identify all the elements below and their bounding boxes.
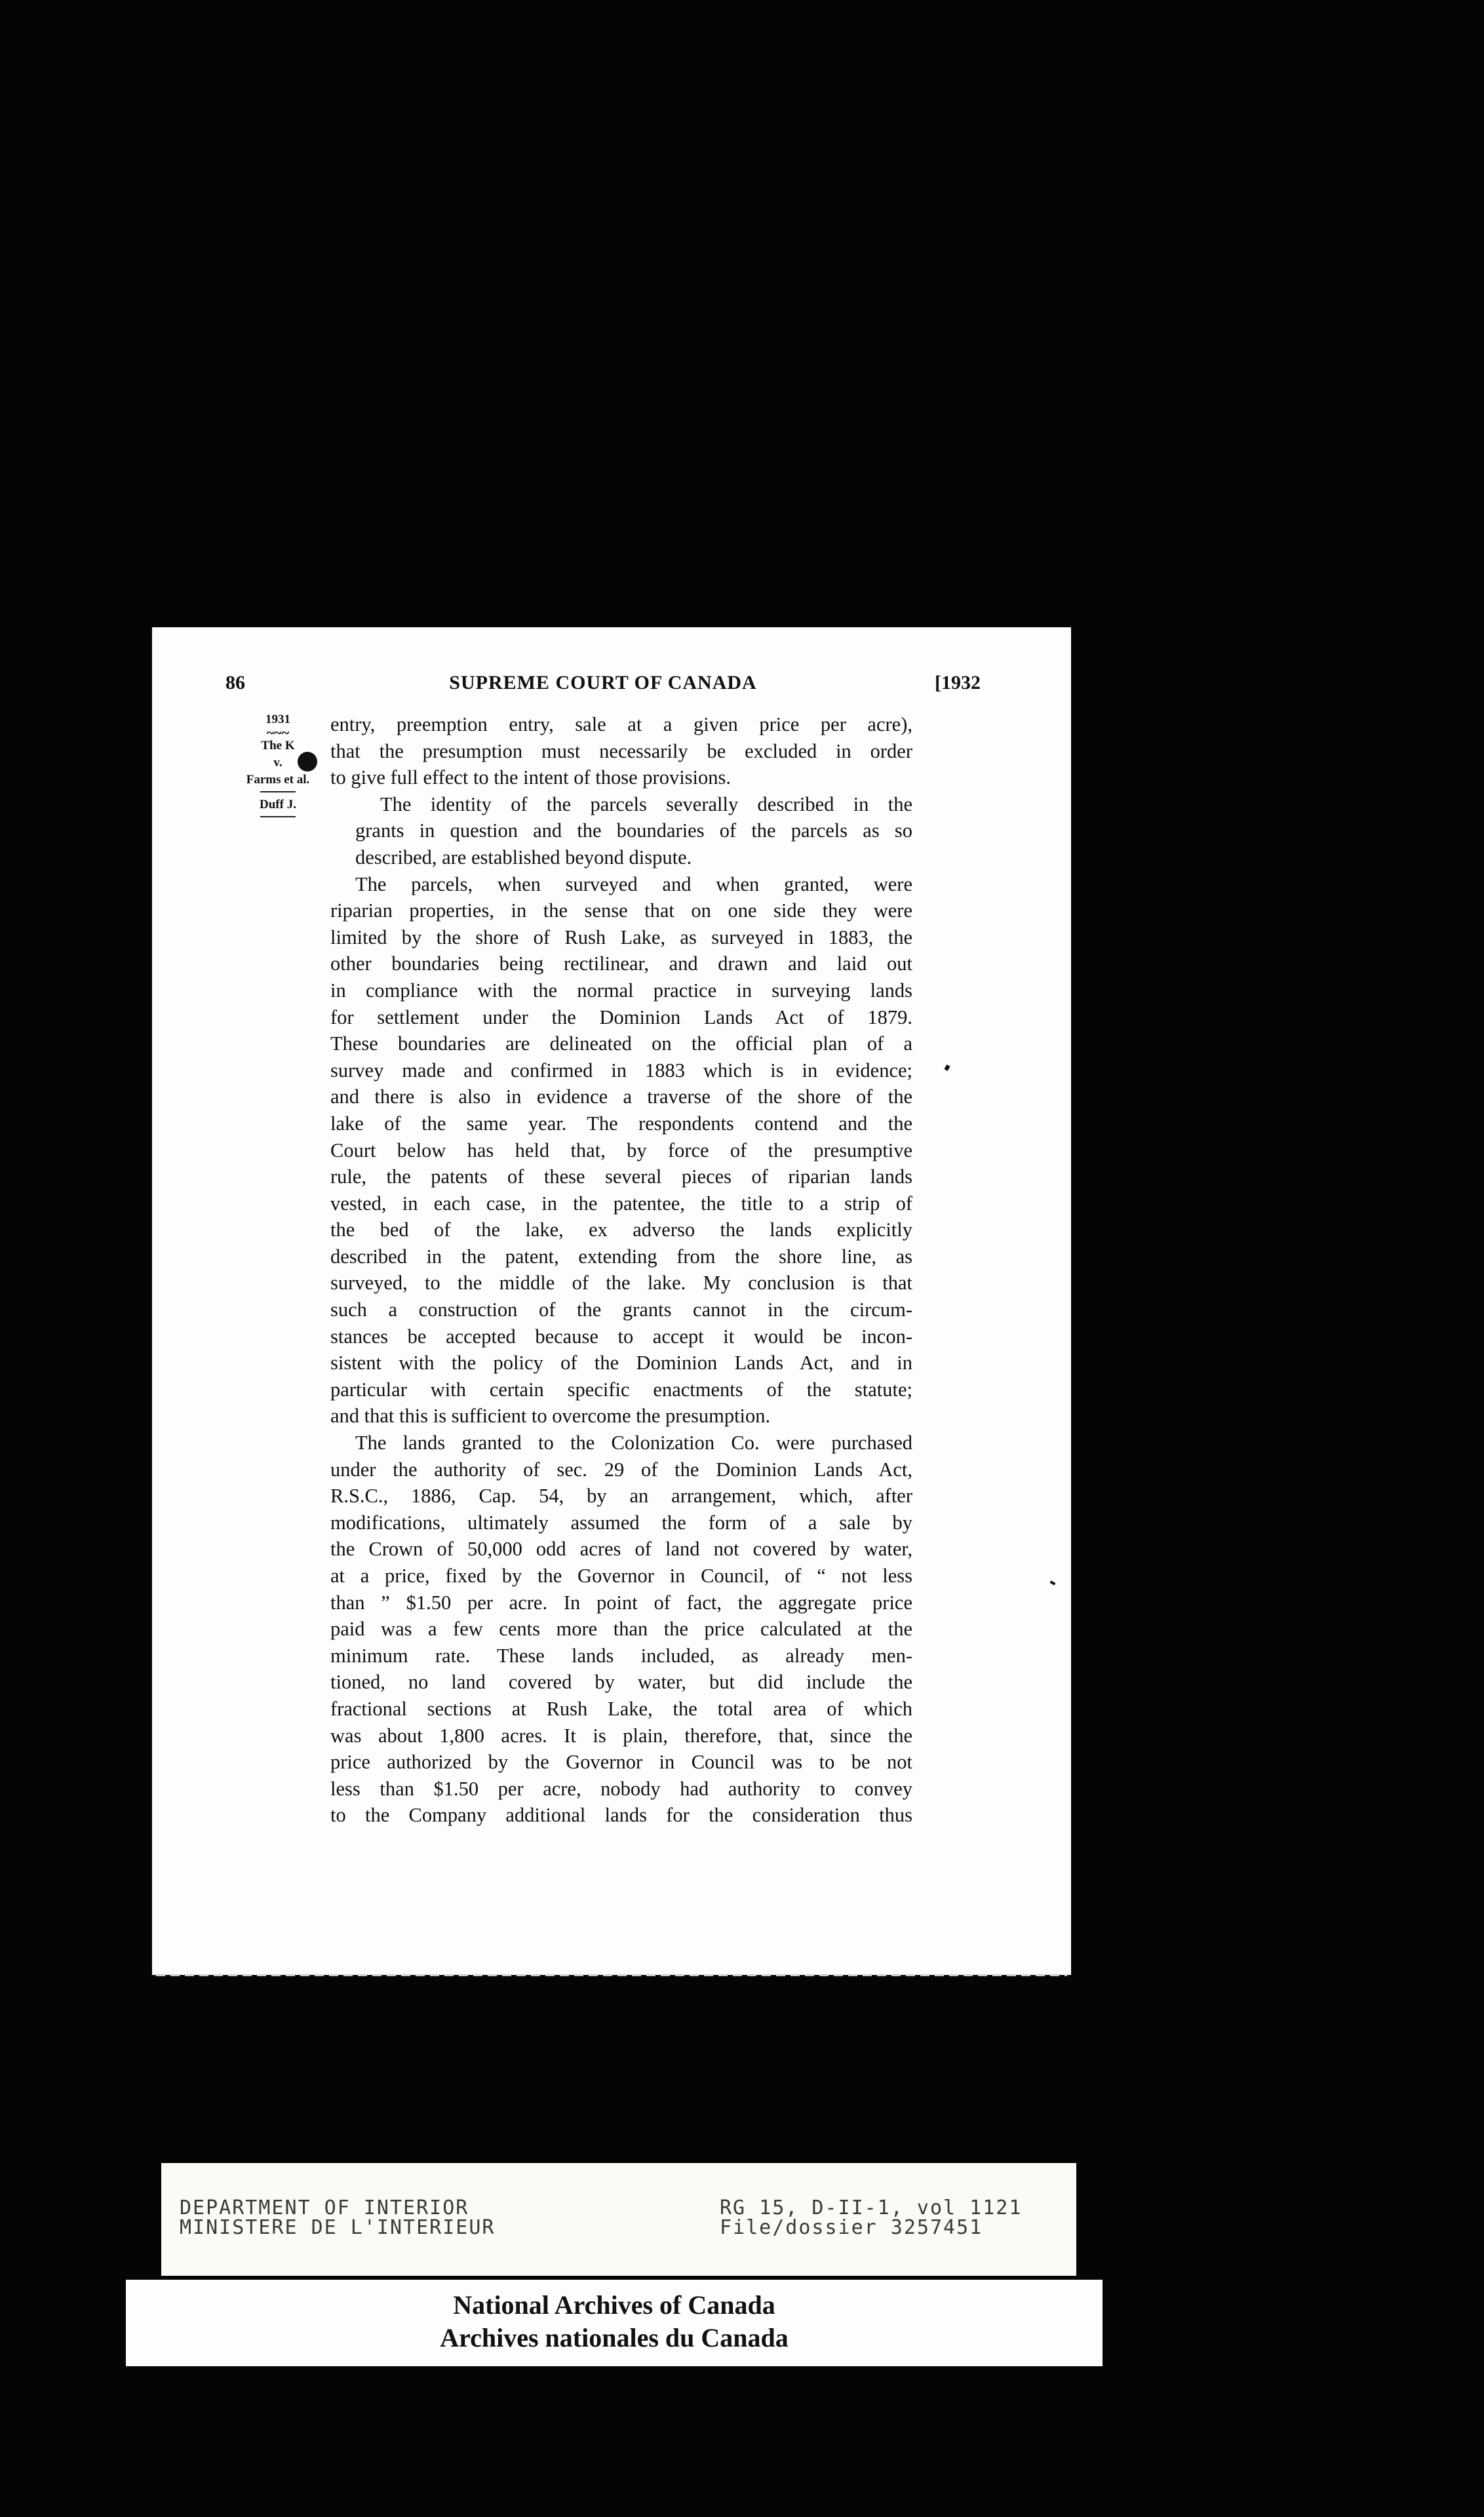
margin-notes [225,711,330,821]
text-line: such a construction of the grants cannot in the circum- [330,1298,912,1321]
text-line: survey made and confirmed in 1883 which is in evidence; [330,1059,912,1082]
paragraph-4 [330,1430,912,1829]
text-line: The parcels, when surveyed and when granted, were [355,872,912,895]
record-group-ref: RG 15, D-II-1, vol 1121 [720,2196,1023,2219]
margin-party1: The K [261,739,295,752]
text-line: than ” $1.50 per acre. In point of fact, the aggregate price [330,1591,912,1614]
margin-rule-2 [260,816,296,817]
text-line: was about 1,800 acres. It is plain, therefore, that, since the [330,1724,912,1747]
margin-party2: Farms et al. [246,773,310,787]
text-line: the Crown of 50,000 odd acres of land not covered by water, [330,1538,912,1561]
margin-judge: Duff J. [260,798,296,811]
text-line: fractional sections at Rush Lake, the total area of which [330,1697,912,1720]
text-line: that the presumption must necessarily be excluded in order [330,739,912,762]
text-line: limited by the shore of Rush Lake, as surveyed in 1883, the [330,926,912,948]
text-line: modifications, ultimately assumed the form of a sale by [330,1511,912,1534]
text-line: and there is also in evidence a traverse of the shore of the [330,1085,912,1108]
page-number: 86 [225,672,245,693]
archive-reference-label [161,2163,1076,2276]
paragraph-3 [330,871,912,1430]
text-line: The lands granted to the Colonization Co. were purchased [355,1432,912,1454]
scan-speck [1050,1580,1056,1585]
text-line: tioned, no land covered by water, but did include the [330,1671,912,1694]
paragraph-2 [330,791,912,871]
text-line: The identity of the parcels severally described in the [380,792,912,815]
scan-edge-line [156,1974,1067,1976]
text-line: to the Company additional lands for the consideration thus [330,1804,912,1827]
year-bracket: [1932 [935,672,981,693]
margin-year: 1931 [265,712,290,726]
ink-blot [298,752,317,771]
file-dossier-ref: File/dossier 3257451 [720,2216,983,2239]
text-line: These boundaries are delineated on the official plan of a [330,1032,912,1055]
text-line: the bed of the lake, ex adverso the lands explicitly [330,1219,912,1241]
text-line: sistent with the policy of the Dominion Lands Act, and in [330,1352,912,1375]
scanned-page [152,627,1071,1975]
archive-banner [126,2280,1103,2366]
text-line: in compliance with the normal practice in surveying lands [330,979,912,1002]
department-block [180,2198,495,2238]
text-line: rule, the patents of these several pieces of riparian lands [330,1165,912,1188]
text-line: grants in question and the boundaries of the parcels as so [355,819,912,842]
text-line: vested, in each case, in the patentee, the title to a strip of [330,1192,912,1215]
text-line: at a price, fixed by the Governor in Council, of “ not less [330,1565,912,1587]
page-header [225,672,981,701]
text-line: Court below has held that, by force of the presumptive [330,1139,912,1161]
text-line: to give full effect to the intent of those provisions. [330,766,732,789]
archive-name-english: National Archives of Canada [453,2290,775,2320]
body-text [330,711,912,1829]
text-line: less than $1.50 per acre, nobody had authority to convey [330,1777,912,1800]
archive-name-french: Archives nationales du Canada [440,2323,789,2352]
margin-tilde: ~~~ [266,724,290,741]
margin-rule [260,791,296,792]
text-line: price authorized by the Governor in Council was to be not [330,1751,912,1774]
text-line: described in the patent, extending from the shore line, as [330,1245,912,1268]
reference-block [720,2198,1022,2238]
running-head: SUPREME COURT OF CANADA [449,672,757,693]
paragraph-1 [330,711,912,791]
text-line: particular with certain specific enactments of the statute; [330,1378,912,1401]
text-line: riparian properties, in the sense that on one side they were [330,899,912,922]
text-line: for settlement under the Dominion Lands Act of 1879. [330,1005,912,1028]
text-line: described, are established beyond dispute. [355,846,692,868]
text-line: R.S.C., 1886, Cap. 54, by an arrangement, which, after [330,1485,912,1508]
department-french: MINISTERE DE L'INTERIEUR [180,2216,496,2239]
text-line: under the authority of sec. 29 of the Dominion Lands Act, [330,1458,912,1481]
text-line: and that this is sufficient to overcome the presumption. [330,1405,771,1428]
text-line: entry, preemption entry, sale at a given price per acre), [330,713,912,735]
scan-speck [944,1064,950,1071]
text-line: lake of the same year. The respondents contend and the [330,1112,912,1135]
text-line: paid was a few cents more than the price calculated at the [330,1618,912,1641]
text-line: stances be accepted because to accept it would be incon- [330,1325,912,1348]
margin-versus: v. [273,756,283,770]
department-english: DEPARTMENT OF INTERIOR [180,2196,469,2219]
text-line: other boundaries being rectilinear, and drawn and laid out [330,952,912,975]
text-line: minimum rate. These lands included, as already men- [330,1644,912,1667]
text-line: surveyed, to the middle of the lake. My conclusion is that [330,1272,912,1295]
